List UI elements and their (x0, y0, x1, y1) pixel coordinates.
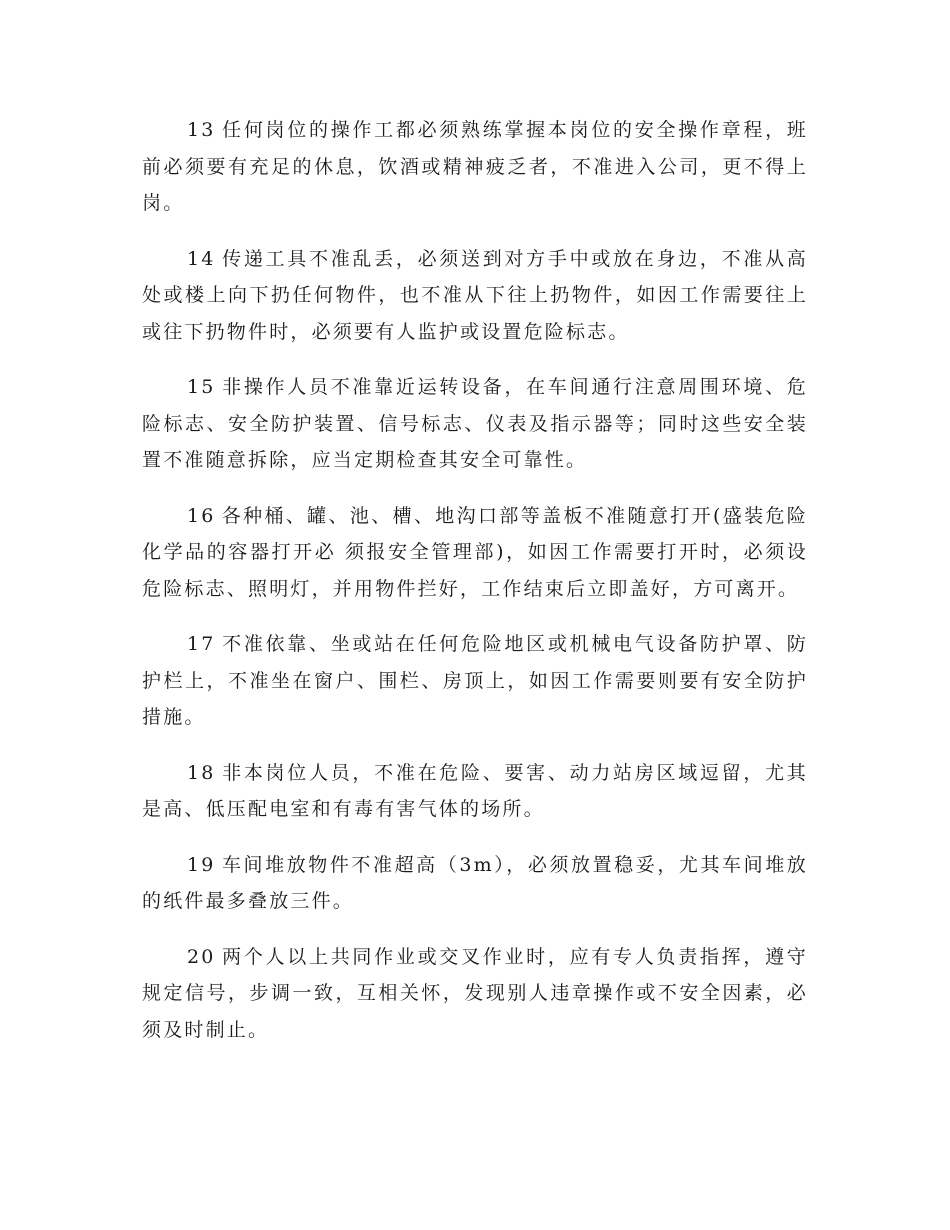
paragraph-18 (142, 755, 808, 828)
paragraph-number: 14 (187, 247, 216, 270)
paragraph-15 (142, 369, 808, 479)
paragraph-number: 15 (187, 376, 216, 398)
paragraph-19 (142, 847, 808, 920)
paragraph-text: 传递工具不准乱丢，必须送到对方手中或放在身边，不准从高处或楼上向下扔任何物件，也不准从下往上扔物件，如因工作需要往上或往下扔物件时，必须要有人监护或设置危险标志。 (142, 247, 808, 343)
paragraph-number: 18 (187, 761, 216, 784)
paragraph-number: 20 (187, 945, 216, 968)
paragraph-number: 16 (187, 504, 216, 527)
paragraph-20 (142, 939, 808, 1049)
paragraph-13 (142, 112, 808, 222)
paragraph-text: 各种桶、罐、池、槽、地沟口部等盖板不准随意打开(盛装危险化学品的容器打开必 须报安全管理部)，如因工作需要打开时，必须设危险标志、照明灯，并用物件拦好，工作结束后立即盖好，方可离开。 (142, 504, 808, 600)
paragraph-text: 两个人以上共同作业或交叉作业时，应有专人负责指挥，遵守规定信号，步调一致，互相关怀，发现别人违章操作或不安全因素，必须及时制止。 (142, 945, 808, 1041)
paragraph-text: 任何岗位的操作工都必须熟练掌握本岗位的安全操作章程，班前必须要有充足的休息，饮酒或精神疲乏者，不准进入公司，更不得上岗。 (142, 119, 808, 214)
paragraph-number: 13 (187, 119, 216, 141)
paragraph-17 (142, 626, 808, 736)
paragraph-16 (142, 498, 808, 608)
paragraph-text: 非本岗位人员，不准在危险、要害、动力站房区域逗留，尤其是高、低压配电室和有毒有害气体的场所。 (142, 761, 808, 820)
paragraph-14 (142, 241, 808, 351)
paragraph-number: 17 (187, 633, 216, 655)
paragraph-number: 19 (187, 853, 216, 876)
paragraph-text: 非操作人员不准靠近运转设备，在车间通行注意周围环境、危险标志、安全防护装置、信号标志、仪表及指示器等；同时这些安全装置不准随意拆除，应当定期检查其安全可靠性。 (142, 376, 808, 471)
paragraph-text: 不准依靠、坐或站在任何危险地区或机械电气设备防护罩、防护栏上，不准坐在窗户、围栏、房顶上，如因工作需要则要有安全防护措施。 (142, 633, 808, 728)
paragraph-text: 车间堆放物件不准超高（3m），必须放置稳妥，尤其车间堆放的纸件最多叠放三件。 (142, 853, 808, 912)
